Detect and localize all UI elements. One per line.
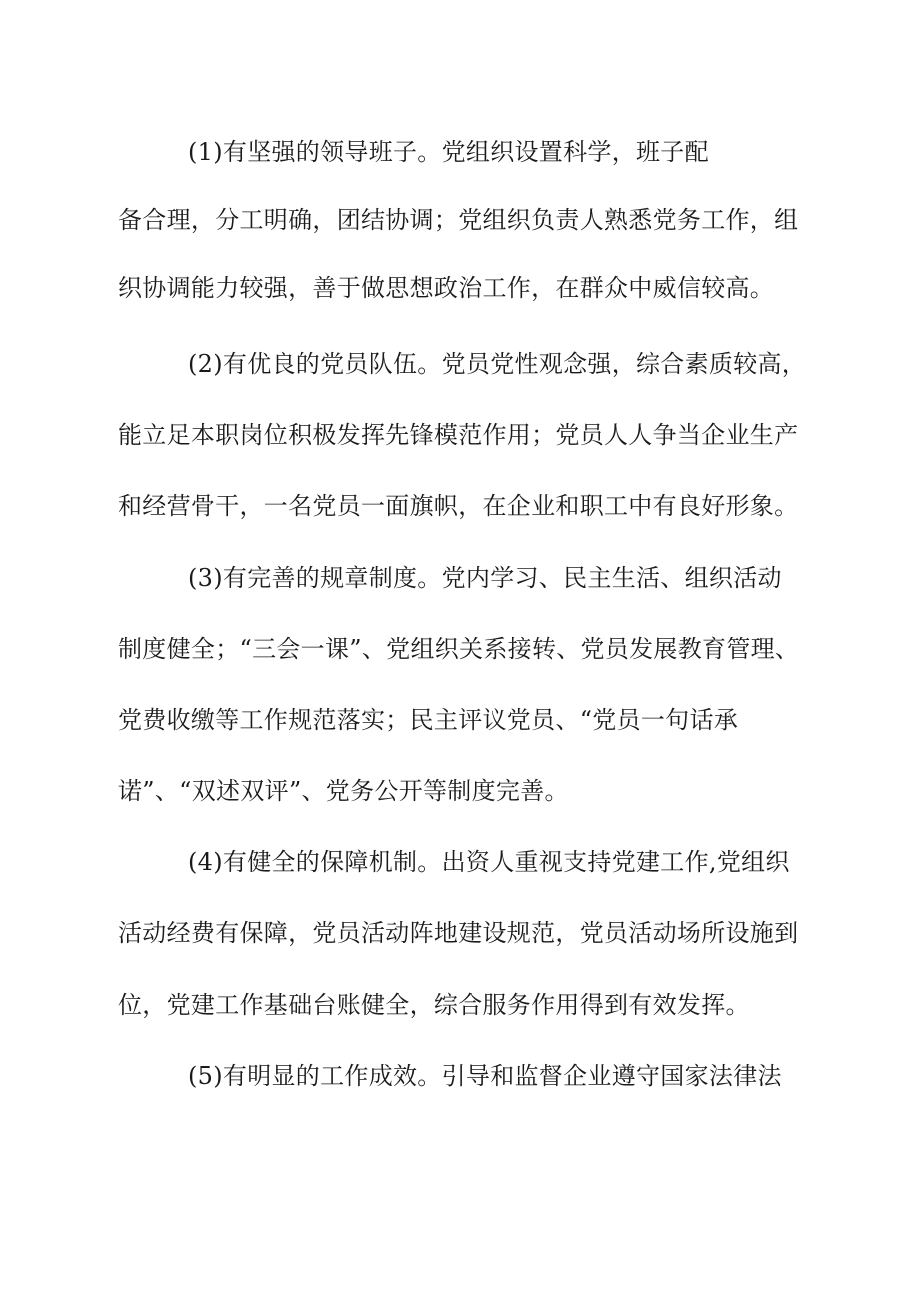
paragraph-2-line-3: 和经营骨干，一名党员一面旗帜，在企业和职工中有良好形象。 <box>118 492 799 520</box>
paragraph-2-line-2: 能立足本职岗位积极发挥先锋模范作用；党员人人争当企业生产 <box>118 421 799 449</box>
paragraph-3-line-1: (3)有完善的规章制度。党内学习、民主生活、组织活动 <box>188 564 782 592</box>
paragraph-4-line-3: 位，党建工作基础台账健全，综合服务作用得到有效发挥。 <box>118 991 750 1019</box>
paragraph-4-line-1: (4)有健全的保障机制。出资人重视支持党建工作,党组织 <box>188 848 790 876</box>
paragraph-1-line-3: 织协调能力较强，善于做思想政治工作，在群众中威信较高。 <box>118 274 775 302</box>
paragraph-5-line-1: (5)有明显的工作成效。引导和监督企业遵守国家法律法 <box>188 1062 782 1090</box>
paragraph-4-line-2: 活动经费有保障，党员活动阵地建设规范，党员活动场所设施到 <box>118 919 799 947</box>
paragraph-3-line-2: 制度健全；“三会一课”、党组织关系接转、党员发展教育管理、 <box>118 635 800 663</box>
paragraph-3-line-3: 党费收缴等工作规范落实；民主评议党员、“党员一句话承 <box>118 706 739 734</box>
paragraph-2-line-1: (2)有优良的党员队伍。党员党性观念强，综合素质较高， <box>188 350 807 378</box>
paragraph-1-line-1: (1)有坚强的领导班子。党组织设置科学，班子配 <box>188 138 709 166</box>
paragraph-3-line-4: 诺”、“双述双评”、党务公开等制度完善。 <box>118 777 569 805</box>
paragraph-1-line-2: 备合理，分工明确，团结协调；党组织负责人熟悉党务工作，组 <box>118 206 799 234</box>
